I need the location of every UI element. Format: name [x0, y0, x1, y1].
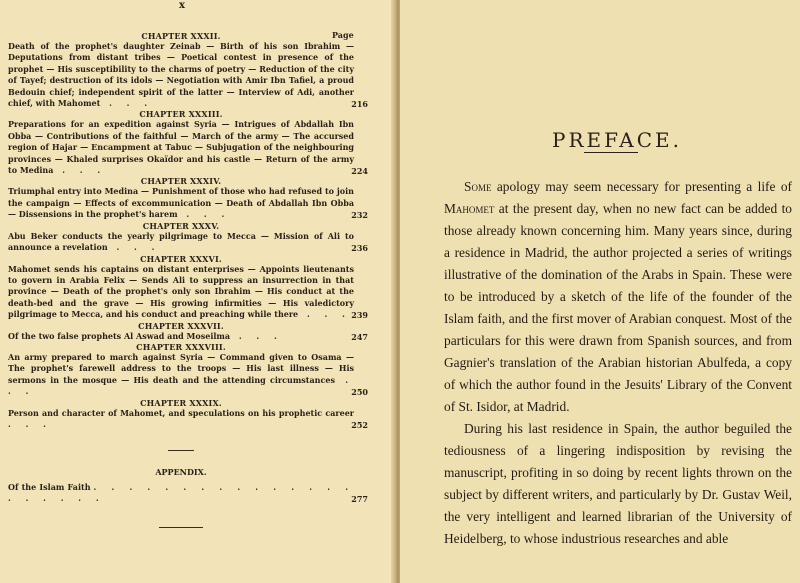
chapter-entry: [8, 351, 368, 398]
preface-lead-word: Some: [464, 179, 492, 194]
preface-paragraph-1: [444, 176, 792, 418]
leader-dots: . . .: [100, 98, 154, 109]
chapter-page-number: 239: [351, 310, 368, 321]
chapter-page-number: 247: [351, 331, 368, 342]
chapter-entry: [8, 330, 368, 342]
chapter-summary: Of the two false prophets Al Aswad and Moseilma: [8, 330, 231, 341]
chapter-entry: [8, 407, 368, 431]
appendix-entry-text: Of the Islam Faith: [8, 481, 91, 492]
chapter-entry: [8, 41, 368, 110]
chapter-summary: Abu Beker conducts the yearly pilgrimage to Mecca — Mission of Ali to announce a revelation: [8, 230, 354, 253]
leader-dots: . . . . . . . . . . . . . . . . . . . . .: [8, 481, 355, 504]
chapter-summary: An army prepared to march against Syria — Command given to Osama — The prophet's farewell address to the troops — His last illness — His sermons in the mosque — His death and the attending circumstances: [8, 351, 354, 385]
preface-subject-name: Mahomet: [444, 201, 495, 216]
chapter-page-number: 216: [351, 99, 368, 110]
folio-number: x: [179, 0, 185, 11]
chapter-summary: Preparations for an expedition against Syria — Intrigues of Abdallah Ibn Obba — Contributions of the faithful — March of the army — The accursed region of Hajar — Encampment at Tabuc — Subjugation of the neighbouring provinces — Khaled surprises Okaïdor and his castle — Return of the army to Medina: [8, 119, 354, 176]
table-of-contents: [8, 31, 368, 528]
appendix-entry: [8, 481, 368, 505]
preface-paragraph-2: During his last residence in Spain, the author beguiled the tediousness of a lingering indisposition by revising the manuscript, profiting in so doing by recent lights thrown on the subject by different writers, and particularly by Dr. Gustav Weil, the very intelligent and learned librarian of the University of Heidelberg, to whose industrious researches and able: [444, 421, 792, 546]
chapter-page-number: 236: [351, 243, 368, 254]
chapter-summary: Mahomet sends his captains on distant enterprises — Appoints lieutenants to govern in Arabia Felix — Sends Ali to suppress an insurrection in that province — Death of the prophet's only son Ibrahim — His conduct at the death-bed and the grave — His growing infirmities — His valedictory pilgrimage to Mecca, and his conduct and preaching while there: [8, 263, 354, 320]
chapter-page-number: 250: [351, 387, 368, 398]
leader-dots: . . .: [8, 374, 354, 397]
chapter-entry: [8, 263, 368, 321]
preface-title: PREFACE.: [552, 128, 682, 152]
appendix-rule-top: [168, 450, 194, 451]
leader-dots: . . .: [230, 330, 283, 341]
appendix-heading: APPENDIX.: [155, 467, 207, 478]
chapter-heading: CHAPTER XXXIV.: [140, 176, 222, 187]
chapter-entry: [8, 230, 368, 254]
chapter-heading: CHAPTER XXXV.: [142, 220, 220, 231]
preface-p1-part-a: apology may seem necessary for presenting a life of: [491, 179, 792, 194]
chapter-entry: [8, 119, 368, 177]
chapter-heading: CHAPTER XXXII.: [141, 31, 221, 41]
chapter-page-number: 224: [351, 166, 368, 177]
leader-dots: . . .: [53, 165, 107, 176]
chapter-heading: CHAPTER XXXIII.: [139, 109, 223, 120]
chapter-heading: CHAPTER XXXVIII.: [136, 341, 226, 352]
preface-body: [444, 176, 792, 550]
appendix-page-number: 277: [351, 494, 368, 505]
chapter-entry: [8, 186, 368, 221]
leader-dots: . . .: [8, 418, 52, 429]
chapter-heading: CHAPTER XXXVII.: [138, 320, 224, 331]
chapter-heading: CHAPTER XXXIX.: [140, 397, 222, 408]
preface-p1-part-b: at the present day, when no new fact can be added to those already known concerning him. Many years since, during a residence in Madrid, the author projected a series of writings illustrative of the domination of the Arabs in Spain. These were to be introduced by a sketch of the life of the founder of the Islam faith, and the first mover of Arabian conquest. Most of the particulars for this were drawn from Spanish sources, and from Gagnier's translation of the Arabian historian Abulfeda, a copy of which the author found in the Jesuits' Library of the Convent of St. Isidor, at Madrid.: [444, 201, 792, 414]
leader-dots: . . .: [298, 309, 351, 320]
chapter-summary: Triumphal entry into Medina — Punishment of those who had refused to join the campaign — Effects of excommunication — Death of Abdallah Ibn Obba — Dissensions in the prophet's harem: [8, 186, 354, 220]
page-column-heading: Page: [332, 30, 354, 40]
leader-dots: . . .: [177, 209, 231, 220]
left-page: [0, 0, 393, 583]
leader-dots: . . .: [107, 242, 161, 253]
chapter-summary: Person and character of Mahomet, and speculations on his prophetic career: [8, 407, 354, 418]
appendix-rule-bottom: [159, 527, 203, 528]
chapter-heading: CHAPTER XXXVI.: [140, 253, 222, 264]
chapter-summary: Death of the prophet's daughter Zeinab — Birth of his son Ibrahim — Deputations from distant tribes — Poetical contest in presence of the prophet — His susceptibility to the charms of poetry — Reduction of the city of Tayef; destruction of its idols — Negotiation with Amir Ibn Tafiel, a proud Bedouin chief; independent spirit of the latter — Interview of Adi, another chief, with Mahomet: [8, 41, 354, 109]
chapter-page-number: 232: [351, 210, 368, 221]
chapter-page-number: 252: [351, 419, 368, 430]
preface-title-rule: [584, 152, 638, 153]
